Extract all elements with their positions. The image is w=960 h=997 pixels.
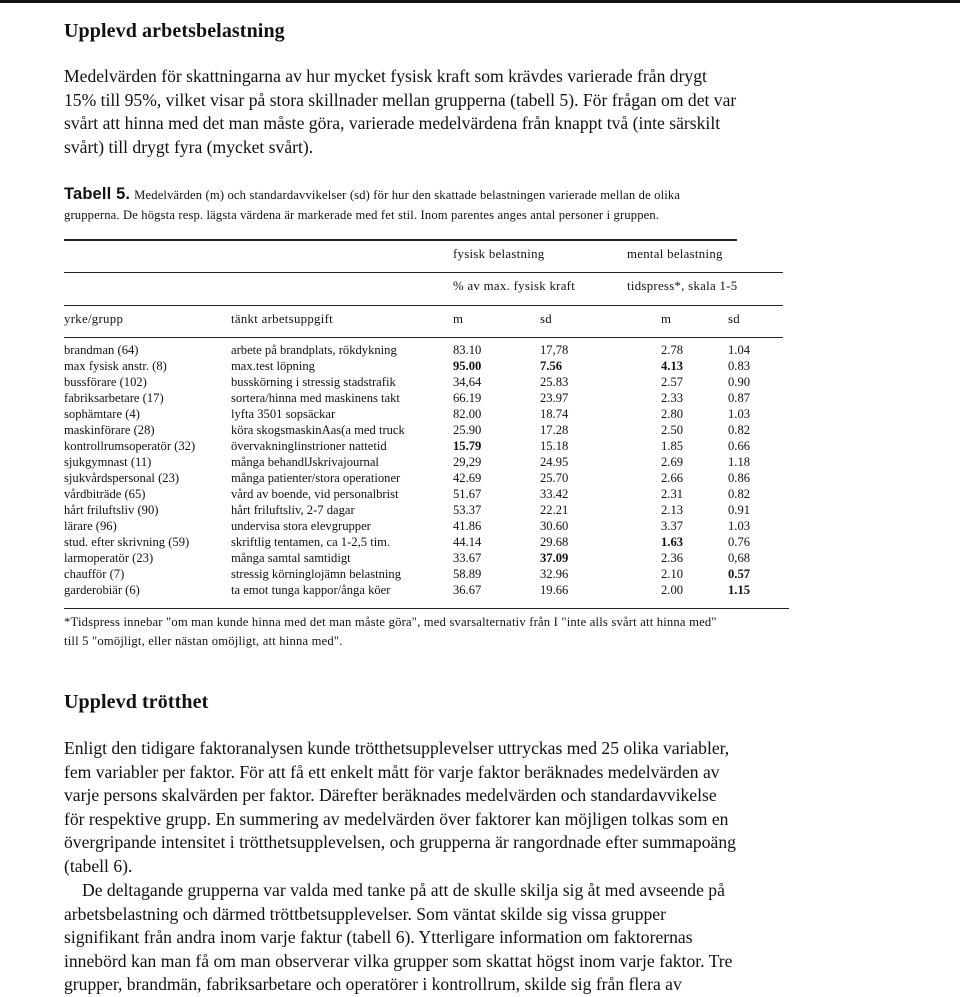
cell-m-mental: 2.00 <box>661 583 684 597</box>
cell-m-mental: 2.10 <box>661 567 684 581</box>
cell-m-mental: 2.80 <box>661 407 684 421</box>
cell-m-physical: 44.14 <box>453 535 482 549</box>
cell-group: sjukvårdspersonal (23) <box>64 471 180 485</box>
cell-group: garderobiär (6) <box>64 583 140 597</box>
cell-sd-mental: 0,68 <box>728 551 751 565</box>
cell-group: stud. efter skrivning (59) <box>64 535 190 549</box>
paragraph-line: svårt) till drygt fyra (mycket svårt). <box>64 136 314 157</box>
paragraph-line: övergripande intensitet i trötthetsupplevelsen, och grupperna är rangordnade efter summapoäng <box>64 832 736 853</box>
cell-sd-mental: 1.15 <box>728 583 751 597</box>
cell-sd-mental: 1.03 <box>728 407 751 421</box>
header-physical-load: fysisk belastning <box>453 247 545 261</box>
cell-group: sophämtare (4) <box>64 407 140 421</box>
cell-task: ta emot tunga kappor/ånga köer <box>231 583 391 597</box>
header-mental-load: mental belastning <box>627 247 723 261</box>
cell-sd-mental: 1.18 <box>728 455 751 469</box>
cell-group: brandman (64) <box>64 343 139 357</box>
table-rule <box>64 305 783 306</box>
cell-sd-mental: 0.91 <box>728 503 751 517</box>
cell-task: vård av boende, vid personalbrist <box>231 487 399 501</box>
cell-m-physical: 51.67 <box>453 487 482 501</box>
cell-sd-mental: 0.86 <box>728 471 751 485</box>
section-heading-fatigue: Upplevd trötthet <box>64 691 209 713</box>
header-time-pressure: tidspress*, skala 1-5 <box>627 279 738 293</box>
cell-task: sortera/hinna med maskinens takt <box>231 391 400 405</box>
cell-sd-physical: 30.60 <box>540 519 569 533</box>
cell-group: vårdbiträde (65) <box>64 487 146 501</box>
cell-sd-physical: 23.97 <box>540 391 569 405</box>
cell-task: hårt friluftsliv, 2-7 dagar <box>231 503 355 517</box>
cell-m-physical: 15.79 <box>453 439 482 453</box>
cell-sd-mental: 0.83 <box>728 359 751 373</box>
cell-task: köra skogsmaskinAas(a med truck <box>231 423 405 437</box>
cell-sd-physical: 25.83 <box>540 375 569 389</box>
cell-group: chaufför (7) <box>64 567 125 581</box>
header-percent-max-force: % av max. fysisk kraft <box>453 279 576 293</box>
table-rule <box>64 337 783 338</box>
table-rule <box>64 272 783 273</box>
cell-group: fabriksarbetare (17) <box>64 391 164 405</box>
cell-group: hårt friluftsliv (90) <box>64 503 159 517</box>
cell-m-mental: 2.36 <box>661 551 684 565</box>
cell-sd-mental: 0.87 <box>728 391 751 405</box>
column-header-sd-mental: sd <box>728 312 740 326</box>
cell-sd-mental: 0.82 <box>728 423 751 437</box>
section-heading-workload: Upplevd arbetsbelastning <box>64 20 285 42</box>
cell-m-physical: 95.00 <box>453 359 482 373</box>
cell-sd-physical: 29.68 <box>540 535 569 549</box>
cell-group: maskinförare (28) <box>64 423 155 437</box>
cell-sd-physical: 32.96 <box>540 567 569 581</box>
table-bottom-rule <box>64 608 789 609</box>
cell-m-mental: 2.31 <box>661 487 684 501</box>
paragraph-line: arbetsbelastning och därmed tröttbetsupplevelser. Som väntat skilde sig vissa grupper <box>64 903 666 924</box>
cell-m-physical: 33.67 <box>453 551 482 565</box>
cell-task: många samtal samtidigt <box>231 551 351 565</box>
cell-task: övervakninglinstrioner nattetid <box>231 439 387 453</box>
table-caption-label: Tabell 5. <box>64 185 131 203</box>
cell-m-mental: 2.66 <box>661 471 684 485</box>
cell-task: stressig körninglojämn belastning <box>231 567 401 581</box>
paragraph-line: (tabell 6). <box>64 855 133 876</box>
cell-sd-physical: 33.42 <box>540 487 569 501</box>
cell-sd-physical: 17,78 <box>540 343 569 357</box>
cell-sd-physical: 22.21 <box>540 503 569 517</box>
paragraph-line: 15% till 95%, vilket visar på stora skillnader mellan grupperna (tabell 5). För frågan om det var <box>64 89 737 110</box>
cell-m-physical: 41.86 <box>453 519 482 533</box>
cell-task: många patienter/stora operationer <box>231 471 401 485</box>
cell-m-physical: 82.00 <box>453 407 482 421</box>
cell-task: skriftlig tentamen, ca 1-2,5 tim. <box>231 535 391 549</box>
paragraph-line: Enligt den tidigare faktoranalysen kunde trötthetsupplevelser uttryckas med 25 olika variabler, <box>64 738 730 758</box>
column-header-m-physical: m <box>453 312 464 326</box>
cell-sd-physical: 25.70 <box>540 471 569 485</box>
paragraph-line: för respektive grupp. En summering av medelvärden över faktorer kan möjligen tolkas som en <box>64 808 729 829</box>
paragraph-line: varje persons skalvärden per faktor. Därefter beräknades medelvärden och standardavvikelse <box>64 785 717 806</box>
paragraph-line: grupper, brandmän, fabriksarbetare och operatörer i kontrollrum, skilde sig från flera av <box>64 974 682 995</box>
cell-task: lyfta 3501 sopsäckar <box>231 407 336 421</box>
column-header-group: yrke/grupp <box>64 312 124 326</box>
cell-sd-physical: 24.95 <box>540 455 569 469</box>
cell-m-physical: 83.10 <box>453 343 482 357</box>
cell-sd-mental: 0.90 <box>728 375 751 389</box>
cell-m-physical: 34,64 <box>453 375 482 389</box>
paragraph-line: svårt att hinna med det man måste göra, varierade medelvärdena från knappt två (inte särskilt <box>64 113 721 134</box>
cell-m-mental: 2.33 <box>661 391 684 405</box>
cell-task: max.test löpning <box>231 359 315 373</box>
paragraph-fatigue-2 <box>64 879 904 997</box>
top-border <box>0 0 960 3</box>
table-caption <box>64 184 864 225</box>
footnote-line: *Tidspress innebar "om man kunde hinna med det man måste göra", med svarsalternativ från I "inte alls svårt att hinna med" <box>64 615 717 629</box>
cell-m-physical: 66.19 <box>453 391 482 405</box>
cell-sd-physical: 17.28 <box>540 423 569 437</box>
cell-group: larmoperatör (23) <box>64 551 154 565</box>
table-footnote <box>64 613 904 651</box>
cell-task: undervisa stora elevgrupper <box>231 519 371 533</box>
cell-sd-mental: 1.03 <box>728 519 751 533</box>
cell-sd-mental: 0.82 <box>728 487 751 501</box>
cell-group: bussförare (102) <box>64 375 147 389</box>
cell-m-mental: 2.13 <box>661 503 684 517</box>
cell-task: många behandlJskrivajournal <box>231 455 379 469</box>
cell-m-mental: 2.57 <box>661 375 684 389</box>
cell-task: arbete på brandplats, rökdykning <box>231 343 397 357</box>
column-header-sd-physical: sd <box>540 312 552 326</box>
paragraph-line: De deltagande grupperna var valda med tanke på att de skulle skilja sig åt med avseende på <box>82 880 725 900</box>
cell-m-physical: 25.90 <box>453 423 482 437</box>
column-header-task: tänkt arbetsuppgift <box>231 312 334 326</box>
cell-group: lärare (96) <box>64 519 117 533</box>
cell-sd-physical: 19.66 <box>540 583 569 597</box>
cell-m-physical: 29,29 <box>453 455 482 469</box>
cell-sd-physical: 37.09 <box>540 551 569 565</box>
cell-group: kontrollrumsoperatör (32) <box>64 439 196 453</box>
paragraph-line: innebörd kan man få om man observerar vilka grupper som skattat högst inom varje faktor. Tre <box>64 950 733 971</box>
cell-sd-mental: 0.66 <box>728 439 751 453</box>
column-header-m-mental: m <box>661 312 672 326</box>
cell-m-mental: 3.37 <box>661 519 684 533</box>
cell-group: max fysisk anstr. (8) <box>64 359 167 373</box>
table-top-rule <box>64 239 737 241</box>
cell-m-physical: 42.69 <box>453 471 482 485</box>
cell-sd-physical: 15.18 <box>540 439 569 453</box>
cell-m-mental: 1.85 <box>661 439 684 453</box>
cell-group: sjukgymnast (11) <box>64 455 152 469</box>
paragraph-line: signifikant från andra inom varje faktur (tabell 6). Ytterligare information om faktorernas <box>64 927 693 948</box>
cell-m-physical: 58.89 <box>453 567 482 581</box>
cell-m-physical: 53.37 <box>453 503 482 517</box>
cell-m-mental: 2.50 <box>661 423 684 437</box>
paragraph-workload <box>64 65 904 159</box>
cell-m-physical: 36.67 <box>453 583 482 597</box>
cell-m-mental: 1.63 <box>661 535 684 549</box>
cell-task: busskörning i stressig stadstrafik <box>231 375 396 389</box>
cell-sd-physical: 7.56 <box>540 359 563 373</box>
table-caption-line2: grupperna. De högsta resp. lägsta värdena är markerade med fet stil. Inom parentes anges antal personer i gruppen. <box>64 208 660 222</box>
cell-sd-mental: 0.76 <box>728 535 751 549</box>
cell-sd-physical: 18.74 <box>540 407 569 421</box>
paragraph-fatigue-1 <box>64 737 904 879</box>
footnote-line: till 5 "omöjligt, eller nästan omöjligt, att hinna med". <box>64 634 343 648</box>
table-caption-line1: Medelvärden (m) och standardavvikelser (sd) för hur den skattade belastningen varierade mellan de olika <box>134 188 681 202</box>
paragraph-line: fem variabler per faktor. För att få ett enkelt mått för varje faktor beräknades medelvärden av <box>64 761 720 782</box>
cell-m-mental: 2.78 <box>661 343 684 357</box>
cell-m-mental: 2.69 <box>661 455 684 469</box>
cell-sd-mental: 1.04 <box>728 343 751 357</box>
paragraph-line: Medelvärden för skattningarna av hur mycket fysisk kraft som krävdes varierade från drygt <box>64 66 707 86</box>
cell-m-mental: 4.13 <box>661 359 684 373</box>
cell-sd-mental: 0.57 <box>728 567 751 581</box>
